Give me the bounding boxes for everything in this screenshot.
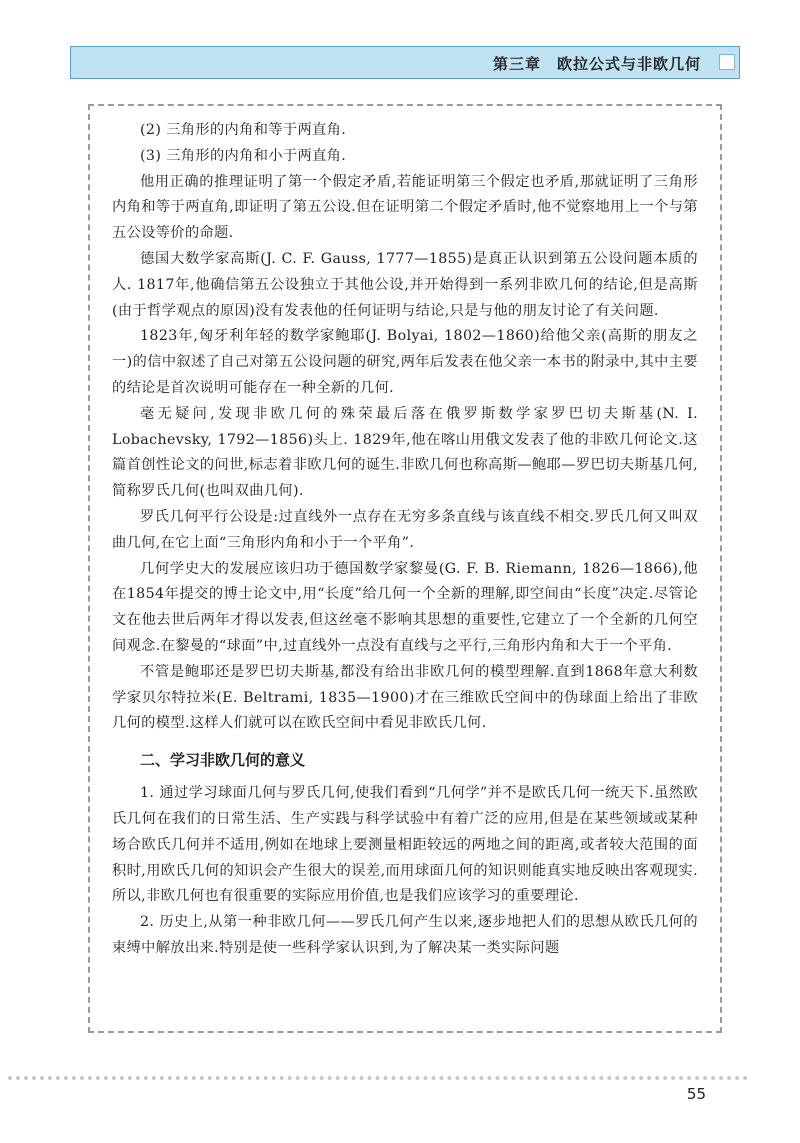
paragraph: 2. 历史上,从第一种非欧几何——罗氏几何产生以来,逐步地把人们的思想从欧氏几何的束缚中解放出来.特别是使一些科学家认识到,为了解决某一类实际问题 <box>112 914 698 956</box>
header-square-icon <box>719 54 735 70</box>
section-heading: 二、学习非欧几何的意义 <box>140 751 306 770</box>
footer-dotted-divider <box>8 1076 748 1080</box>
paragraph: 1823年,匈牙利年轻的数学家鲍耶(J. Bolyai, 1802—1860)给他父亲(高斯的朋友之一)的信中叙述了自己对第五公设问题的研究,两年后发表在他父亲一本书的附录中,其中主要的结论是首次说明可能存在一种全新的几何. <box>112 328 698 396</box>
paragraph: 毫无疑问,发现非欧几何的殊荣最后落在俄罗斯数学家罗巴切夫斯基(N. I. Lobachevsky, 1792—1856)头上. 1829年,他在喀山用俄文发表了他的非欧几何论文.这篇首创性论文的问世,标志着非欧几何的诞生.非欧几何也称高斯—鲍耶—罗巴切夫斯基几何,简称罗氏几何(也叫双曲几何). <box>112 405 698 500</box>
paragraph: 1. 通过学习球面几何与罗氏几何,使我们看到“几何学”并不是欧氏几何一统天下.虽然欧氏几何在我们的日常生活、生产实践与科学试验中有着广泛的应用,但是在某些领域或某种场合欧氏几何并不适用,例如在地球上要测量相距较远的两地之间的距离,或者较大范围的面积时,用欧氏几何的知识会产生很大的误差,而用球面几何的知识则能真实地反映出客观现实.所以,非欧几何也有很重要的实际应用价值,也是我们应该学习的重要理论. <box>112 785 698 905</box>
paragraph: 几何学史大的发展应该归功于德国数学家黎曼(G. F. B. Riemann, 1826—1866),他在1854年提交的博士论文中,用“长度”给几何一个全新的理解,即空间由“长度”决定.尽管论文在他去世后两年才得以发表,但这丝毫不影响其思想的重要性,它建立了一个全新的几何空间观念.在黎曼的“球面”中,过直线外一点没有直线与之平行,三角形内角和大于一个平角. <box>112 560 698 654</box>
page-number: 55 <box>686 1085 706 1103</box>
content-frame <box>88 104 722 1033</box>
paragraph: (2) 三角形的内角和等于两直角. <box>140 122 347 138</box>
paragraph: 不管是鲍耶还是罗巴切夫斯基,都没有给出非欧几何的模型理解.直到1868年意大利数学家贝尔特拉米(E. Beltrami, 1835—1900)才在三维欧氏空间中的伪球面上给出了非欧几何的模型.这样人们就可以在欧氏空间中看见非欧氏几何. <box>112 663 698 732</box>
chapter-title: 第三章 欧拉公式与非欧几何 <box>492 55 701 73</box>
paragraph: 德国大数学家高斯(J. C. F. Gauss, 1777—1855)是真正认识到第五公设问题本质的人. 1817年,他确信第五公设独立于其他公设,并开始得到一系列非欧几何的结论,但是高斯(由于哲学观点的原因)没有发表他的任何证明与结论,只是与他的朋友讨论了有关问题. <box>112 250 698 319</box>
paragraph: 罗氏几何平行公设是:过直线外一点存在无穷多条直线与该直线不相交.罗氏几何又叫双曲几何,在它上面“三角形内角和小于一个平角”. <box>112 508 698 551</box>
chapter-header-bar <box>70 46 740 79</box>
paragraph: 他用正确的推理证明了第一个假定矛盾,若能证明第三个假定也矛盾,那就证明了三角形内角和等于两直角,即证明了第五公设.但在证明第二个假定矛盾时,他不觉察地用上一个与第五公设等价的命题. <box>112 173 698 242</box>
paragraph: (3) 三角形的内角和小于两直角. <box>140 147 347 164</box>
